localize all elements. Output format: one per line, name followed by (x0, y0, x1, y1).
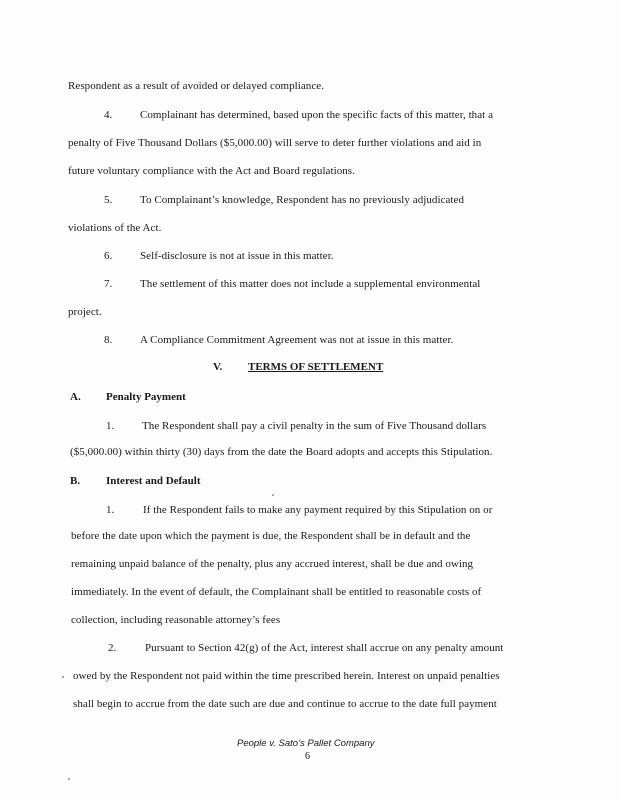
b-item-2-number: 2. (108, 642, 117, 654)
paragraph-line: The settlement of this matter does not include a supplemental environmental (140, 278, 481, 290)
paragraph-line: ($5,000.00) within thirty (30) days from the date the Board adopts and accepts this Stipulation. (70, 446, 493, 458)
paragraph-line: collection, including reasonable attorney’s fees (71, 614, 281, 626)
scan-speck (272, 494, 274, 496)
page-number: 6 (305, 751, 310, 762)
subsection-b-title: Interest and Default (106, 475, 201, 487)
item-8-number: 8. (104, 334, 113, 346)
paragraph-line: The Respondent shall pay a civil penalty in the sum of Five Thousand dollars (142, 420, 487, 432)
section-number: V. (213, 361, 223, 373)
paragraph-line: remaining unpaid balance of the penalty, plus any accrued interest, shall be due and owing (71, 558, 474, 570)
paragraph-line: future voluntary compliance with the Act and Board regulations. (68, 165, 355, 177)
subsection-b-letter: B. (70, 475, 81, 487)
b-item-1-number: 1. (106, 504, 115, 516)
section-title: TERMS OF SETTLEMENT (248, 361, 384, 373)
paragraph-line: immediately. In the event of default, the Complainant shall be entitled to reasonable costs of (71, 586, 482, 598)
subsection-a-title: Penalty Payment (106, 391, 186, 403)
item-6-number: 6. (104, 250, 113, 262)
item-7-number: 7. (104, 278, 113, 290)
footer-case-title: People v. Sato’s Pallet Company (237, 738, 375, 749)
item-5-number: 5. (104, 194, 113, 206)
paragraph-line: Pursuant to Section 42(g) of the Act, interest shall accrue on any penalty amount (145, 642, 504, 654)
item-4-number: 4. (104, 109, 113, 121)
scan-speck (62, 676, 64, 678)
paragraph-line: violations of the Act. (68, 222, 162, 234)
scan-speck (68, 778, 70, 780)
paragraph-line: To Complainant’s knowledge, Respondent has no previously adjudicated (140, 194, 465, 206)
a-item-1-number: 1. (106, 420, 115, 432)
paragraph-line: A Compliance Commitment Agreement was not at issue in this matter. (140, 334, 454, 346)
paragraph-line: Self-disclosure is not at issue in this matter. (140, 250, 334, 262)
paragraph-line: project. (68, 306, 102, 318)
paragraph-line: shall begin to accrue from the date such are due and continue to accrue to the date full payment (73, 698, 497, 710)
intro-line: Respondent as a result of avoided or delayed compliance. (68, 80, 325, 92)
paragraph-line: owed by the Respondent not paid within the time prescribed herein. Interest on unpaid penalties (73, 670, 500, 682)
paragraph-line: If the Respondent fails to make any payment required by this Stipulation on or (143, 504, 493, 516)
paragraph-line: Complainant has determined, based upon the specific facts of this matter, that a (140, 109, 494, 121)
paragraph-line: penalty of Five Thousand Dollars ($5,000.00) will serve to deter further violations and aid in (68, 137, 482, 149)
paragraph-line: before the date upon which the payment is due, the Respondent shall be in default and the (71, 530, 471, 542)
subsection-a-letter: A. (70, 391, 81, 403)
